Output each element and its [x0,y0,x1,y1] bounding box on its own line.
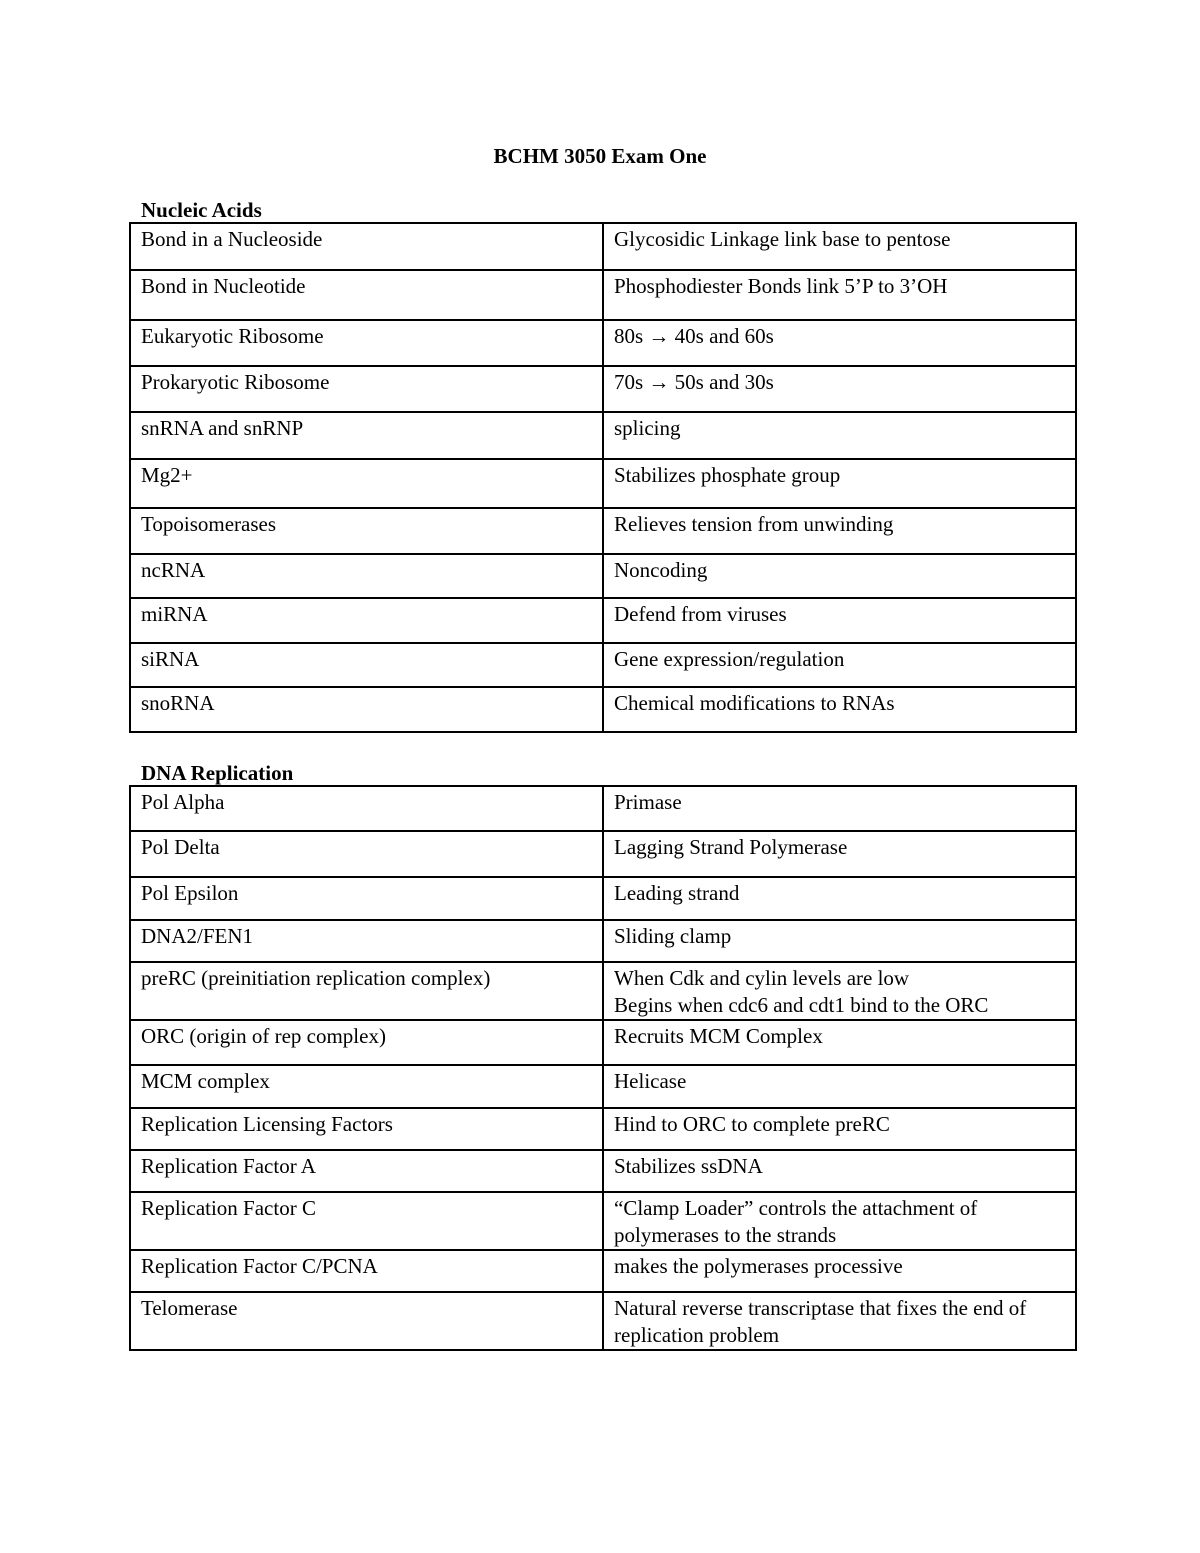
table-row [130,223,1076,270]
definition-cell: Sliding clamp [603,920,1076,962]
definition-cell: Stabilizes ssDNA [603,1150,1076,1192]
term-cell: Pol Alpha [130,786,603,831]
term-cell: snRNA and snRNP [130,412,603,459]
term-cell: Eukaryotic Ribosome [130,320,603,366]
definition-cell: Relieves tension from unwinding [603,508,1076,554]
definition-cell: Gene expression/regulation [603,643,1076,687]
nucleic-acids-table [129,222,1077,733]
definition-cell: Stabilizes phosphate group [603,459,1076,508]
term-cell: Bond in a Nucleoside [130,223,603,270]
document-title: BCHM 3050 Exam One [493,144,707,168]
table-row [130,459,1076,508]
term-cell: preRC (preinitiation replication complex) [130,962,603,1020]
table-row [130,831,1076,877]
term-cell: miRNA [130,598,603,643]
table-row [130,1192,1076,1250]
term-cell: Replication Factor C/PCNA [130,1250,603,1292]
term-cell: ncRNA [130,554,603,598]
term-cell: ORC (origin of rep complex) [130,1020,603,1065]
table-row [130,270,1076,320]
definition-cell: Primase [603,786,1076,831]
table-row [130,1250,1076,1292]
definition-cell: Noncoding [603,554,1076,598]
definition-cell: makes the polymerases processive [603,1250,1076,1292]
term-cell: Topoisomerases [130,508,603,554]
definition-cell: Hind to ORC to complete preRC [603,1108,1076,1150]
table-row [130,366,1076,412]
table-row [130,1065,1076,1108]
table-row [130,508,1076,554]
table-row [130,687,1076,732]
term-cell: Mg2+ [130,459,603,508]
table-row [130,598,1076,643]
table-row [130,1108,1076,1150]
term-cell: Prokaryotic Ribosome [130,366,603,412]
term-cell: Pol Delta [130,831,603,877]
term-cell: siRNA [130,643,603,687]
definition-cell: 80s → 40s and 60s [603,320,1076,366]
term-cell: DNA2/FEN1 [130,920,603,962]
table-row [130,1292,1076,1350]
definition-cell: Chemical modifications to RNAs [603,687,1076,732]
definition-cell: Defend from viruses [603,598,1076,643]
table-row [130,877,1076,920]
term-cell: Replication Factor A [130,1150,603,1192]
definition-cell: Recruits MCM Complex [603,1020,1076,1065]
definition-cell: 70s → 50s and 30s [603,366,1076,412]
term-cell: Pol Epsilon [130,877,603,920]
table-row [130,412,1076,459]
definition-cell: Phosphodiester Bonds link 5’P to 3’OH [603,270,1076,320]
term-cell: snoRNA [130,687,603,732]
table-row [130,554,1076,598]
definition-cell: Natural reverse transcriptase that fixes the end of replication problem [603,1292,1076,1350]
definition-cell: Leading strand [603,877,1076,920]
dna-replication-table [129,785,1077,1351]
definition-cell: Helicase [603,1065,1076,1108]
table-row [130,1150,1076,1192]
dna-replication-heading: DNA Replication [141,761,294,785]
table-row [130,1020,1076,1065]
term-cell: Replication Licensing Factors [130,1108,603,1150]
term-cell: Replication Factor C [130,1192,603,1250]
term-cell: Bond in Nucleotide [130,270,603,320]
table-row [130,320,1076,366]
table-row [130,643,1076,687]
definition-line: Begins when cdc6 and cdt1 bind to the ORC [614,993,989,1017]
nucleic-acids-heading: Nucleic Acids [141,198,262,222]
definition-cell: “Clamp Loader” controls the attachment of polymerases to the strands [603,1192,1076,1250]
term-cell: Telomerase [130,1292,603,1350]
table-row [130,920,1076,962]
table-row [130,786,1076,831]
definition-cell: Lagging Strand Polymerase [603,831,1076,877]
definition-cell: Glycosidic Linkage link base to pentose [603,223,1076,270]
table-row [130,962,1076,1020]
term-cell: MCM complex [130,1065,603,1108]
definition-cell: splicing [603,412,1076,459]
definition-cell [603,962,1076,1020]
definition-line: When Cdk and cylin levels are low [614,966,910,990]
